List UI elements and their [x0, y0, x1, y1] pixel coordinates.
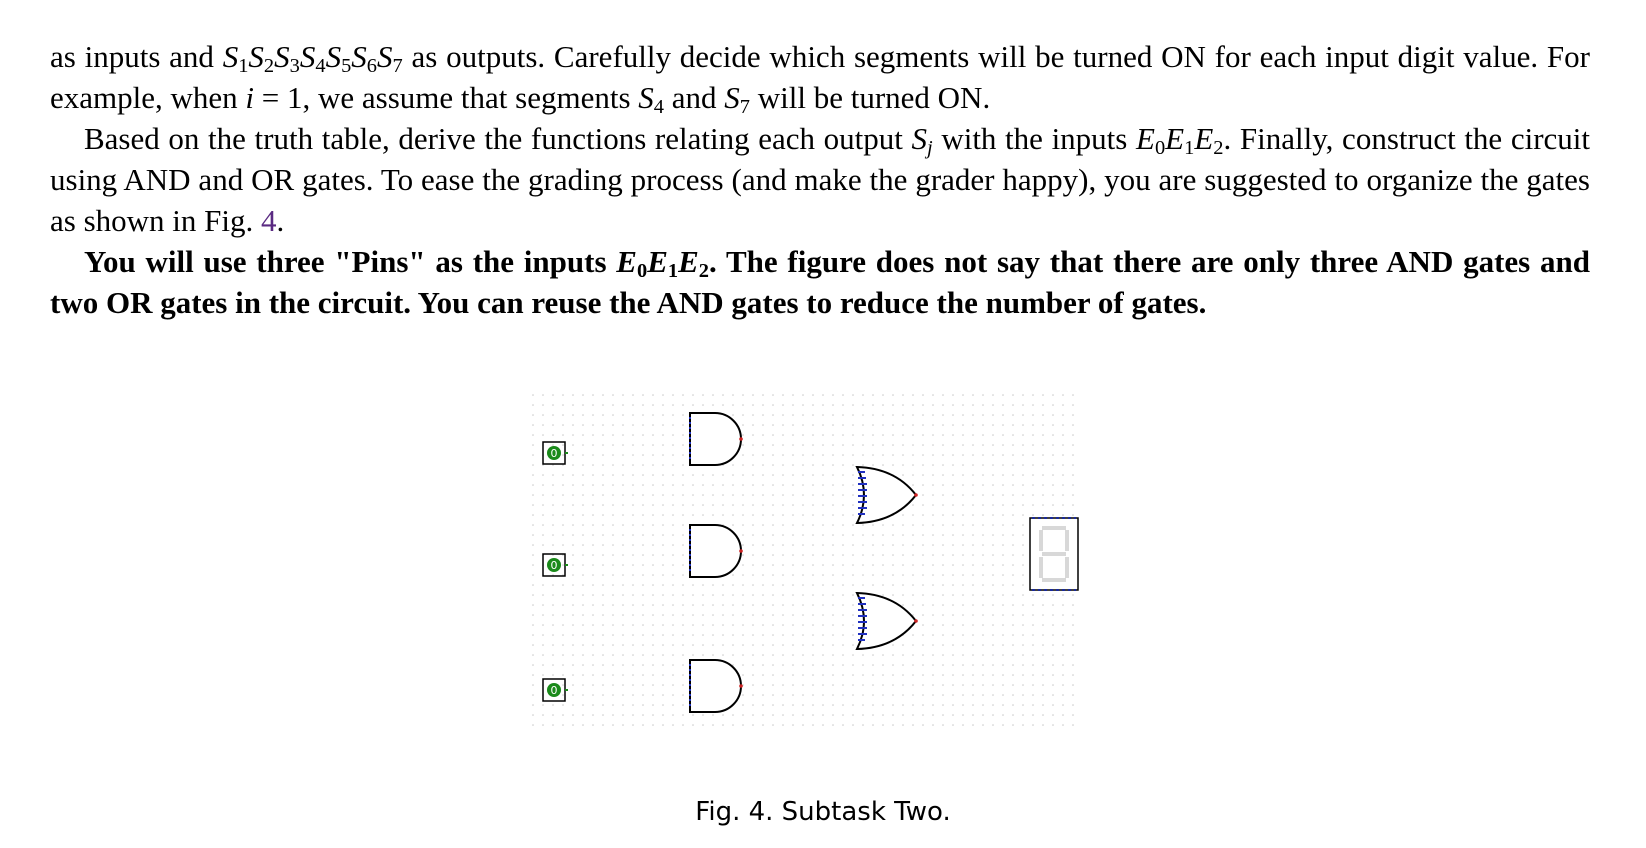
- output-dot: [739, 684, 743, 688]
- math-base: i: [245, 80, 255, 115]
- output-dot: [739, 437, 743, 441]
- math-base: S: [222, 39, 239, 74]
- and-gate[interactable]: [690, 413, 743, 465]
- math-base: S: [724, 80, 740, 115]
- or-gate[interactable]: [857, 467, 918, 523]
- math-subscript: 2: [698, 260, 709, 283]
- math-symbol: [1165, 121, 1195, 160]
- math-symbol: [274, 39, 300, 78]
- text-run: Based on the truth table, derive the functions relating each output: [84, 121, 912, 156]
- text-run: . Finally, construct the circuit using AND and OR gates. To ease the grading process (and make the grader happy), you are suggested to organize the gates as shown in Fig.: [50, 121, 1591, 238]
- circuit-diagram: [530, 393, 1110, 733]
- math-subscript: 7: [739, 96, 750, 119]
- math-base: S: [638, 80, 654, 115]
- math-symbol: [1194, 121, 1224, 160]
- math-subscript: 1: [1184, 137, 1195, 160]
- math-subscript: 5: [341, 55, 352, 78]
- math-base: S: [351, 39, 367, 74]
- body-text: [50, 36, 1590, 323]
- text-run: with the inputs: [932, 121, 1136, 156]
- math-symbol: [377, 39, 403, 78]
- math-symbol: [724, 80, 750, 119]
- math-subscript: 4: [653, 96, 664, 119]
- math-base: E: [616, 244, 637, 279]
- figure-reference-link[interactable]: 4: [261, 203, 277, 238]
- math-symbol: [325, 39, 352, 78]
- figure-caption: Fig. 4. Subtask Two.: [695, 797, 951, 827]
- math-base: S: [299, 39, 316, 74]
- and-gate[interactable]: [690, 660, 743, 712]
- math-symbol: [299, 39, 326, 78]
- input-pin[interactable]: [543, 554, 568, 576]
- paragraph: [50, 241, 1590, 323]
- or-gate[interactable]: [857, 593, 918, 649]
- math-base: E: [1194, 121, 1214, 156]
- text-run: . The figure does not say that there are only three AND gates and two OR gates in the circuit. You can reuse the AND gates to reduce the number of gates.: [50, 244, 1590, 320]
- math-base: E: [1165, 121, 1185, 156]
- text-run: You will use three "Pins" as the inputs: [84, 244, 617, 279]
- math-subscript: 1: [667, 260, 679, 283]
- math-subscript: 3: [289, 55, 300, 78]
- and-gate[interactable]: [690, 525, 743, 577]
- math-symbol: [222, 39, 249, 78]
- math-symbol: [1136, 121, 1166, 160]
- math-subscript: 1: [238, 55, 249, 78]
- math-subscript: 6: [366, 55, 378, 78]
- math-symbol: [616, 244, 648, 283]
- math-subscript: 7: [392, 55, 403, 78]
- input-pin[interactable]: [543, 679, 568, 701]
- math-base: E: [1136, 121, 1155, 156]
- math-symbol: [678, 244, 709, 283]
- grid-dots: [532, 394, 1074, 726]
- paragraph: [50, 118, 1590, 241]
- text-run: = 1, we assume that segments: [254, 80, 639, 115]
- math-base: S: [911, 121, 927, 156]
- math-subscript: 0: [636, 260, 648, 283]
- input-pin[interactable]: [543, 442, 568, 464]
- text-run: .: [276, 203, 285, 238]
- math-base: S: [325, 39, 342, 74]
- math-symbol: [911, 121, 933, 160]
- math-symbol: [245, 80, 254, 115]
- math-base: E: [647, 244, 668, 279]
- math-subscript: 4: [315, 55, 326, 78]
- text-run: as inputs and: [50, 39, 223, 74]
- seven-segment-display[interactable]: [1030, 518, 1078, 590]
- math-subscript: 2: [263, 55, 275, 78]
- math-base: S: [248, 39, 264, 74]
- output-dot: [739, 549, 743, 553]
- pin-value: 0: [550, 684, 558, 697]
- pin-value: 0: [550, 447, 558, 460]
- math-subscript: 2: [1213, 137, 1224, 160]
- output-dot: [914, 619, 918, 623]
- math-symbol: [351, 39, 378, 78]
- math-subscript: 0: [1154, 137, 1166, 160]
- math-symbol: [647, 244, 679, 283]
- math-symbol: [638, 80, 664, 119]
- paragraph: [50, 36, 1590, 118]
- pin-value: 0: [550, 559, 558, 572]
- circuit-figure: [530, 393, 1110, 753]
- math-base: E: [678, 244, 699, 279]
- text-run: will be turned ON.: [749, 80, 991, 115]
- math-base: S: [274, 39, 290, 74]
- math-base: S: [377, 39, 393, 74]
- math-subscript: j: [927, 137, 933, 160]
- text-run: as outputs. Carefully decide which segments will be turned ON for each input digit value. For example, when: [50, 39, 1590, 115]
- math-symbol: [248, 39, 275, 78]
- text-run: and: [664, 80, 725, 115]
- output-dot: [914, 493, 918, 497]
